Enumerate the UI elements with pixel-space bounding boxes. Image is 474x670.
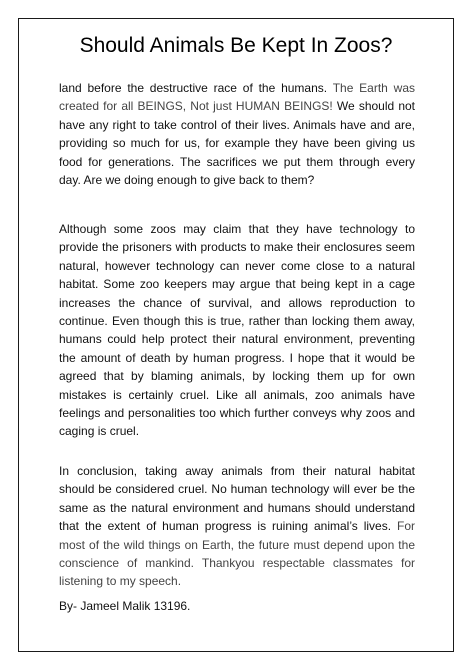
paragraph-3 <box>59 462 415 591</box>
paragraph-3-text-a: In conclusion, taking away animals from their natural habitat should be considered cruel. No human technology will ever be the same as the natural environment and humans should understand that the extent of human progress is ruining animal’s lives. <box>59 464 415 534</box>
paragraph-1-text-b: The Earth was created for all BEINGS, Not just HUMAN BEINGS! <box>59 81 415 114</box>
paragraph-1 <box>59 79 415 189</box>
paragraph-2: Although some zoos may claim that they have technology to provide the prisoners with products to make their enclosures seem natural, however technology can never come close to a natural habitat. Some zoo keepers may argue that being kept in a cage increases the chance of survival, and allows reproduction to continue. Even though this is true, rather than locking them away, humans could help protect their natural environment, preventing the amount of death by human progress. I hope that it would be agreed that by blaming animals, by locking them up for own mistakes is certainly cruel. Like all animals, zoo animals have feelings and personalities too which further conveys why zoos and caging is cruel. <box>59 222 415 439</box>
paragraph-1-text-a: land before the destructive race of the humans. <box>59 81 333 95</box>
document-title: Should Animals Be Kept In Zoos? <box>79 34 393 57</box>
document-page <box>18 18 454 652</box>
paragraph-1-text-c: We should not have any right to take control of their lives. Animals have and are, providing so much for us, for example they have been giving us food for generations. The sacrifices we put them through every day. Are we doing enough to give back to them? <box>59 99 416 188</box>
paragraph-3-text-b: For most of the wild things on Earth, the future must depend upon the conscience of mankind. Thankyou respectable classmates for listening to my speech. <box>59 519 415 589</box>
author-signature: By- Jameel Malik 13196. <box>59 599 191 613</box>
